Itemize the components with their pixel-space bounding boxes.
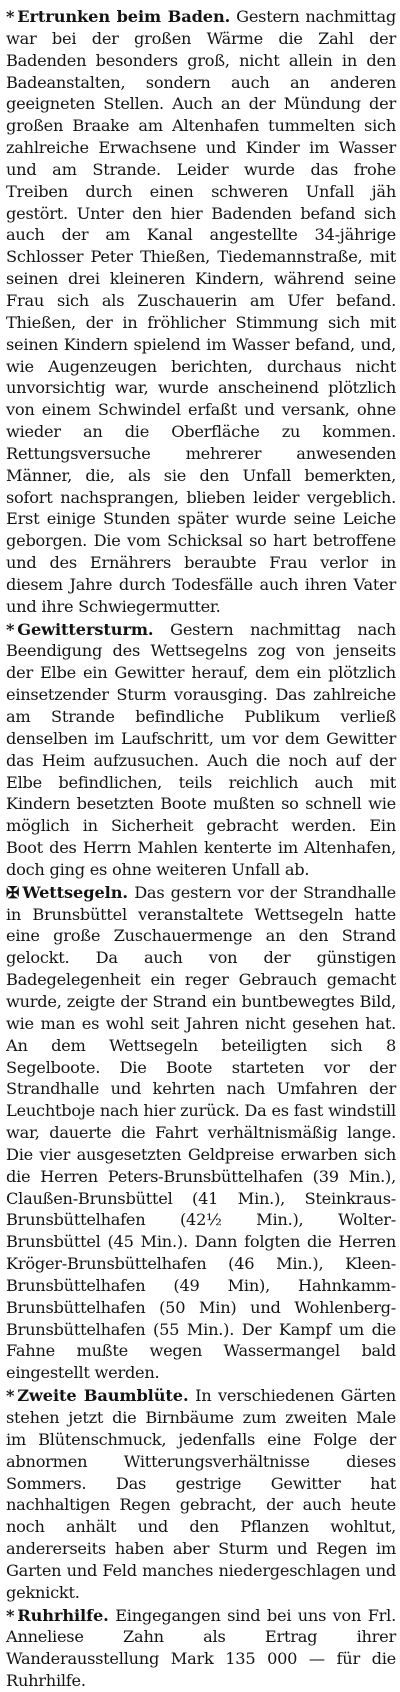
article-body: Eingegangen sind bei uns von Frl. Anneliese Zahn als Ertrag ihrer Wanderausstellung Mark 135 000 — für die Ruhrhilfe. [6, 1605, 396, 1691]
article-gewittersturm [6, 619, 396, 881]
article-body: Gestern nachmittag war bei der großen Wärme die Zahl der Badenden besonders groß, nicht allein in den Badeanstalten, sondern auch an anderen geeigneten Stellen. Auch an der Mündung der großen Braake am Altenhafen tummelten sich zahlreiche Erwachsene und Kinder im Wasser und am Strande. Leider wurde das frohe Treiben durch einen schweren Unfall jäh gestört. Unter den hier Badenden befand sich auch der am Kanal angestellte 34-jährige Schlosser Peter Thießen, Tiedemannstraße, mit seinen drei kleineren Kindern, während seine Frau sich als Zuschauerin am Ufer befand. Thießen, der in fröhlicher Stimmung sich mit seinen Kindern spielend im Wasser befand, und, wie Augenzeugen berichten, durchaus nicht unvorsichtig war, wurde anscheinend plötzlich von einem Schwindel erfaßt und versank, ohne wieder an die Oberfläche zu kommen. Rettungsversuche mehrerer anwesenden Männer, die, als sie den Unfall bemerkten, sofort nachsprangen, blieben leider vergeblich. Erst einige Stunden später wurde seine Leiche geborgen. Die vom Schicksal so hart betroffene und des Ernährers beraubte Frau verlor in diesem Jahre durch Todesfälle auch ihren Vater und ihre Schwiegermutter. [6, 7, 396, 616]
article-heading: Ruhrhilfe. [17, 1605, 109, 1625]
article-wettsegeln [6, 882, 396, 1384]
article-marker: * [6, 619, 15, 639]
article-body: Das gestern vor der Strandhalle in Brunsbüttel veranstaltete Wettsegeln hatte eine große Zuschauermenge an den Strand gelockt. Da auch von der günstigen Badegelegenheit ein reger Gebrauch gemacht wurde, zeigte der Strand ein buntbewegtes Bild, wie man es wohl seit Jahren nicht gesehen hat. An dem Wettsegeln beteiligten sich 8 Segelboote. Die Boote starteten vor der Strandhalle und kehrten nach Umfahren der Leuchtboje nach hier zurück. Da es fast windstill war, dauerte die Fahrt verhältnismäßig lange. Die vier ausgesetzten Geldpreise erwarben sich die Herren Peters-Brunsbüttelhafen (39 Min.), Claußen-Brunsbüttel (41 Min.), Steinkraus-Brunsbüttelhafen (42½ Min.), Wolter-Brunsbüttel (45 Min.). Dann folgten die Herren Kröger-Brunsbüttelhafen (46 Min.), Kleen-Brunsbüttelhafen (49 Min), Hahnkamm-Brunsbüttelhafen (50 Min) und Wohlenberg-Brunsbüttelhafen (55 Min.). Der Kampf um die Fahne mußte wegen Wassermangel bald eingestellt werden. [6, 882, 396, 1383]
article-heading: Zweite Baumblüte. [17, 1386, 189, 1406]
article-marker: * [6, 1605, 15, 1625]
article-marker: * [6, 1386, 15, 1406]
article-ertrunken [6, 6, 396, 618]
article-heading: Gewittersturm. [17, 619, 154, 639]
article-heading: Ertrunken beim Baden. [17, 7, 231, 26]
article-body: Gestern nachmittag nach Beendigung des Wettsegelns zog von jenseits der Elbe ein Gewitter herauf, dem ein plötzlich einsetzender Sturm vorausging. Das zahlreiche am Strande befindliche Publikum verließ denselben im Laufschritt, um vor dem Gewitter das Heim aufzusuchen. Auch die noch auf der Elbe befindlichen, teils reichlich auch mit Kindern besetzten Boote mußten so schnell wie möglich in Sicherheit gebracht werden. Ein Boot des Herrn Mahlen kenterte im Altenhafen, doch ging es ohne weiteren Unfall ab. [6, 619, 396, 879]
article-ruhrhilfe [6, 1605, 396, 1692]
article-heading: Wettsegeln. [22, 882, 128, 902]
article-body: In verschiedenen Gärten stehen jetzt die Birnbäume zum zweiten Male im Blütenschmuck, jedenfalls eine Folge der abnormen Witterungsverhältnisse dieses Sommers. Das gestrige Gewitter hat nachhaltigen Regen gebracht, der auch heute noch anhält und den Pflanzen wohltut, andererseits haben aber Sturm und Regen im Garten und Feld manches niedergeschlagen und geknickt. [6, 1386, 396, 1602]
article-marker: * [6, 7, 15, 26]
article-marker: ✠ [6, 882, 20, 902]
article-baumbluete [6, 1385, 396, 1603]
